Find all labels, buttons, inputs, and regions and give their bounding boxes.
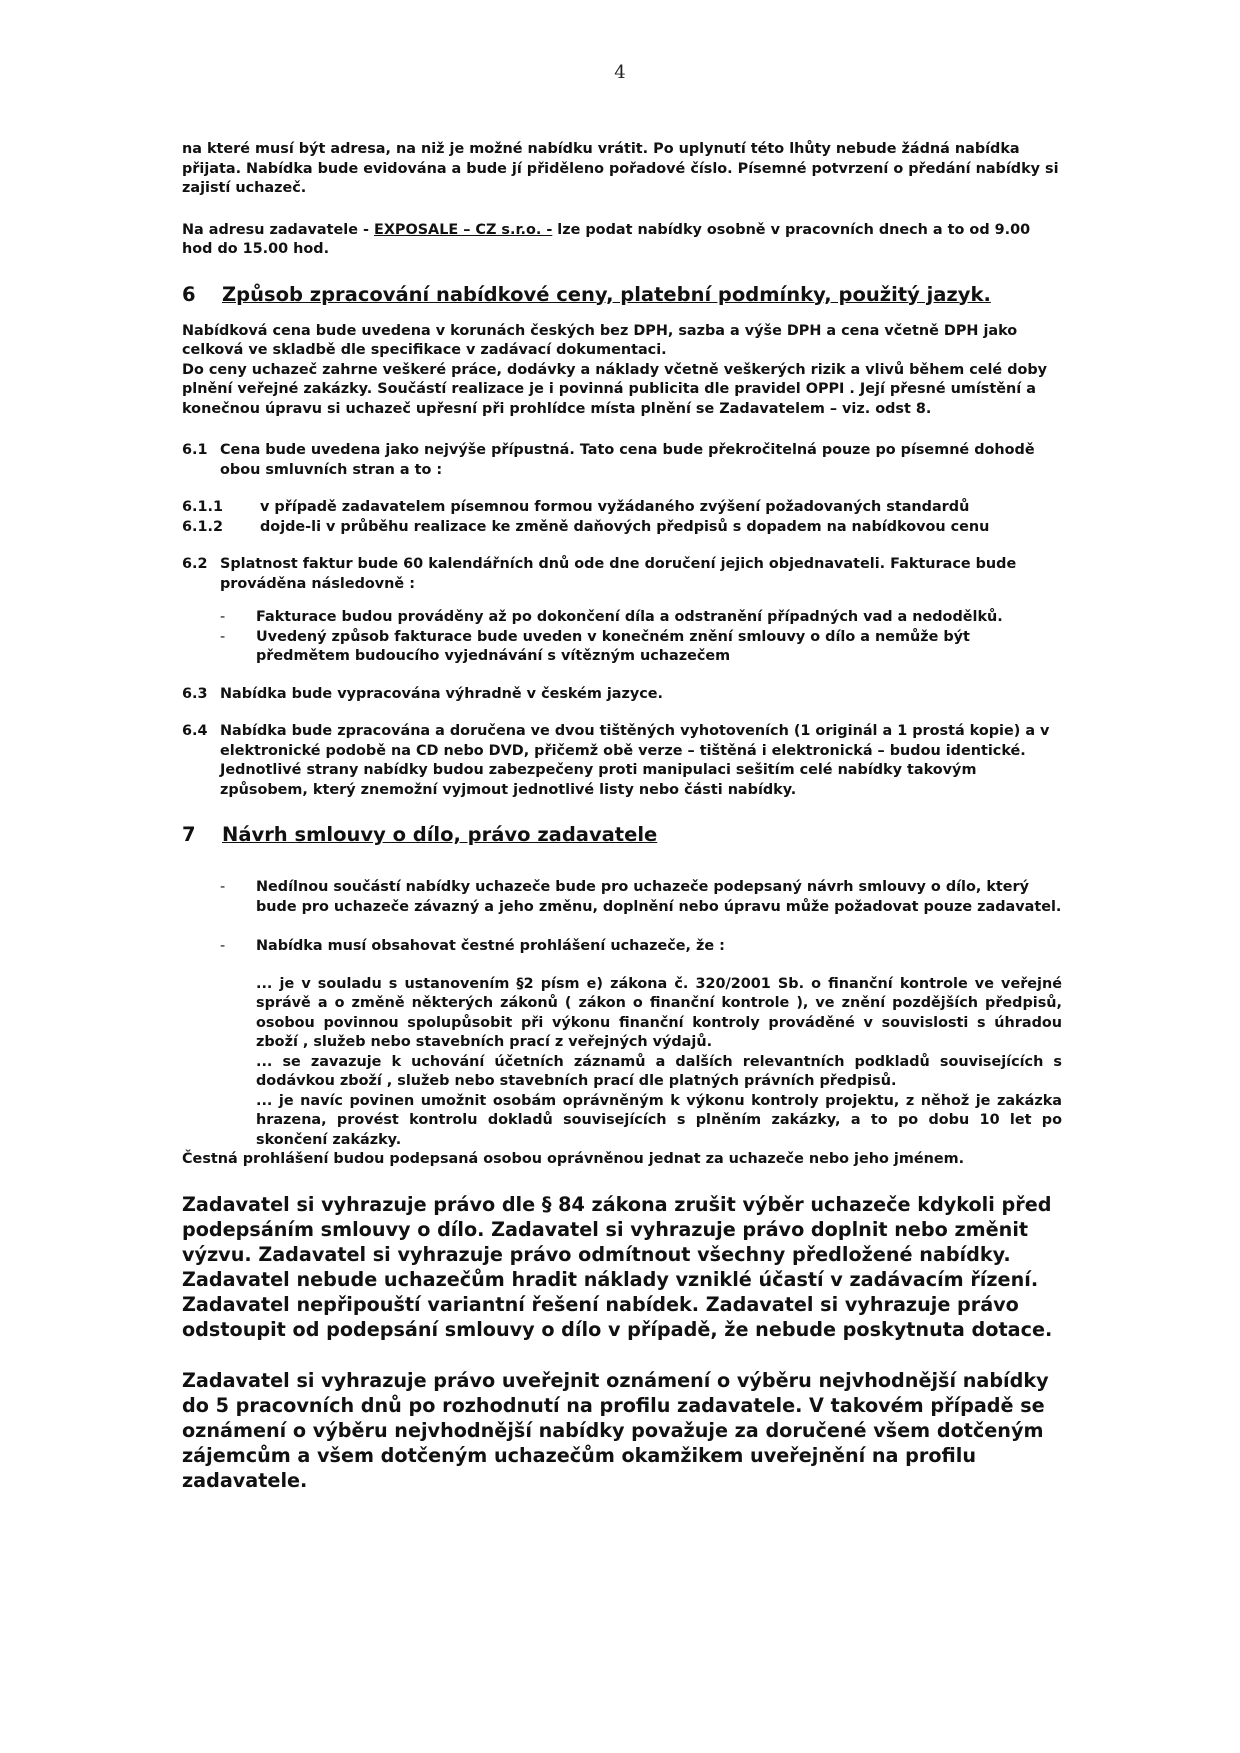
clause-text: v případě zadavatelem písemnou formou vyžádaného zvýšení požadovaných standardů bbox=[260, 499, 970, 515]
clause-6-2 bbox=[182, 555, 1062, 594]
clause-6-1 bbox=[182, 441, 1062, 480]
clause-number: 6.1.2 bbox=[182, 518, 223, 535]
closing-paragraph-2: Zadavatel si vyhrazuje právo uveřejnit oznámení o výběru nejvhodnější nabídky do 5 pracovních dnů po rozhodnutí na profilu zadavatele. V takovém případě se oznámení o výběru nejvhodnější nabídky považuje za doručené všem dotčeným zájemcům a všem dotčeným uchazečům okamžikem uveřejnění na profilu zadavatele. bbox=[182, 1368, 1049, 1492]
document-body bbox=[182, 140, 1062, 1493]
section-7-heading bbox=[182, 822, 1062, 848]
section-6-number: 6 bbox=[182, 282, 196, 306]
closing-paragraph-1: Zadavatel si vyhrazuje právo dle § 84 zákona zrušit výběr uchazeče kdykoli před podepsáním smlouvy o dílo. Zadavatel si vyhrazuje právo doplnit nebo změnit výzvu. Zadavatel si vyhrazuje právo odmítnout všechny předložené nabídky. Zadavatel nebude uchazečům hradit náklady vzniklé účastí v zadávacím řízení. Zadavatel nepřipouští variantní řešení nabídek. Zadavatel si vyhrazuje právo odstoupit od podepsání smlouvy o dílo v případě, že nebude poskytnuta dotace. bbox=[182, 1192, 1053, 1341]
clause-text: Nabídka bude vypracována výhradně v českém jazyce. bbox=[220, 685, 664, 702]
section-6-title: Způsob zpracování nabídkové ceny, platební podmínky, použitý jazyk. bbox=[222, 282, 991, 306]
dash-bullet: - bbox=[220, 938, 226, 954]
clause-6-3 bbox=[182, 685, 1062, 705]
section-6-heading bbox=[182, 282, 1062, 308]
list-item bbox=[220, 878, 1062, 917]
section-6-paragraph-2: Do ceny uchazeč zahrne veškeré práce, dodávky a náklady včetně veškerých rizik a vlivů během celé doby plnění veřejné zakázky. Součástí realizace je i povinná publicita dle pravidel OPPI . Její přesné umístění a konečnou úpravu si uchazeč upřesní při prohlídce místa plnění se Zadavatelem – viz. odst 8. bbox=[182, 361, 1048, 417]
clause-number: 6.1 bbox=[182, 442, 208, 458]
address-paragraph bbox=[182, 221, 1062, 260]
clause-number: 6.4 bbox=[182, 723, 208, 739]
invoicing-list bbox=[220, 608, 1062, 667]
section-6-paragraph-1: Nabídková cena bude uvedena v korunách českých bez DPH, sazba a výše DPH a cena včetně DPH jako celková ve skladbě dle specifikace v zadávací dokumentaci. bbox=[182, 322, 1018, 358]
clause-text: Nabídka bude zpracována a doručena ve dvou tištěných vyhotoveních (1 originál a 1 prostá kopie) a v elektronické podobě na CD nebo DVD, přičemž obě verze – tištěná i elektronická – budou identické. Jednotlivé strany nabídky budou zabezpečeny proti manipulaci sešitím celé nabídky takovým způsobem, který znemožní vyjmout jednotlivé listy nebo části nabídky. bbox=[220, 723, 1050, 798]
declaration-2: ... se zavazuje k uchování účetních záznamů a dalších relevantních podkladů souvisejících s dodávkou zboží , služeb nebo stavebních prací dle platných právních předpisů. bbox=[256, 1053, 1062, 1089]
list-item-text: Fakturace budou prováděny až po dokončení díla a odstranění případných vad a nedodělků. bbox=[256, 609, 1003, 625]
list-item-text: Nedílnou součástí nabídky uchazeče bude pro uchazeče podepsaný návrh smlouvy o dílo, který bude pro uchazeče závazný a jeho změnu, doplnění nebo úpravu může požadovat pouze zadavatel. bbox=[256, 879, 1062, 915]
section-7-number: 7 bbox=[182, 823, 196, 846]
clause-6-1-subitems bbox=[182, 498, 1062, 537]
list-item bbox=[220, 628, 1062, 667]
address-rest: lze podat nabídky osobně v pracovních dnech a to od 9.00 hod do 15.00 hod. bbox=[182, 221, 1031, 257]
list-item-text: Nabídka musí obsahovat čestné prohlášení uchazeče, že : bbox=[256, 938, 725, 954]
clause-number: 6.3 bbox=[182, 685, 208, 702]
page-number: 4 bbox=[614, 62, 626, 83]
clause-6-1-1 bbox=[182, 498, 1062, 518]
section-7-list bbox=[220, 878, 1062, 957]
list-item bbox=[220, 937, 1062, 957]
clause-6-4 bbox=[182, 722, 1062, 800]
clause-number: 6.2 bbox=[182, 556, 208, 572]
list-item-text: Uvedený způsob fakturace bude uveden v konečném znění smlouvy o dílo a nemůže být předmětem budoucího vyjednávání s vítězným uchazečem bbox=[256, 628, 970, 664]
dash-bullet: - bbox=[220, 879, 226, 895]
clause-6-1-2 bbox=[182, 518, 1062, 538]
clause-text: Cena bude uvedena jako nejvýše přípustná. Tato cena bude překročitelná pouze po písemné dohodě obou smluvních stran a to : bbox=[220, 442, 1035, 478]
declaration-3: ... je navíc povinen umožnit osobám oprávněným k výkonu kontroly projektu, z něhož je zakázka hrazena, provést kontrolu dokladů souvisejících s plněním zakázky, a to po dobu 10 let po skončení zakázky. bbox=[256, 1092, 1062, 1148]
list-item bbox=[220, 608, 1062, 628]
intro-paragraph: na které musí být adresa, na niž je možné nabídku vrátit. Po uplynutí této lhůty nebude žádná nabídka přijata. Nabídka bude evidována a bude jí přiděleno pořadové číslo. Písemné potvrzení o předání nabídky si zajistí uchazeč. bbox=[182, 141, 1059, 196]
declaration-block bbox=[256, 975, 1062, 1151]
dash-bullet: - bbox=[220, 609, 226, 625]
declaration-1: ... je v souladu s ustanovením §2 písm e) zákona č. 320/2001 Sb. o finanční kontrole ve veřejné správě a o změně některých zákonů ( zákon o finanční kontrole ), ve znění pozdějších předpisů, osobou povinnou spolupůsobit při výkonu finanční kontroly prováděné v souvislosti s úhradou zboží , služeb nebo stavebních prací z veřejných výdajů. bbox=[256, 975, 1062, 1050]
address-lead: Na adresu zadavatele - bbox=[182, 221, 374, 238]
company-name: EXPOSALE – CZ s.r.o. - bbox=[373, 221, 553, 238]
clause-text: Splatnost faktur bude 60 kalendářních dnů ode dne doručení jejich objednavateli. Fakturace bude prováděna následovně : bbox=[220, 556, 1017, 592]
clause-text: dojde-li v průběhu realizace ke změně daňových předpisů s dopadem na nabídkovou cenu bbox=[260, 518, 990, 535]
declaration-signature-note: Čestná prohlášení budou podepsaná osobou oprávněnou jednat za uchazeče nebo jeho jménem. bbox=[182, 1151, 965, 1167]
dash-bullet: - bbox=[220, 628, 226, 645]
section-7-title: Návrh smlouvy o dílo, právo zadavatele bbox=[222, 823, 658, 846]
clause-number: 6.1.1 bbox=[182, 499, 223, 515]
